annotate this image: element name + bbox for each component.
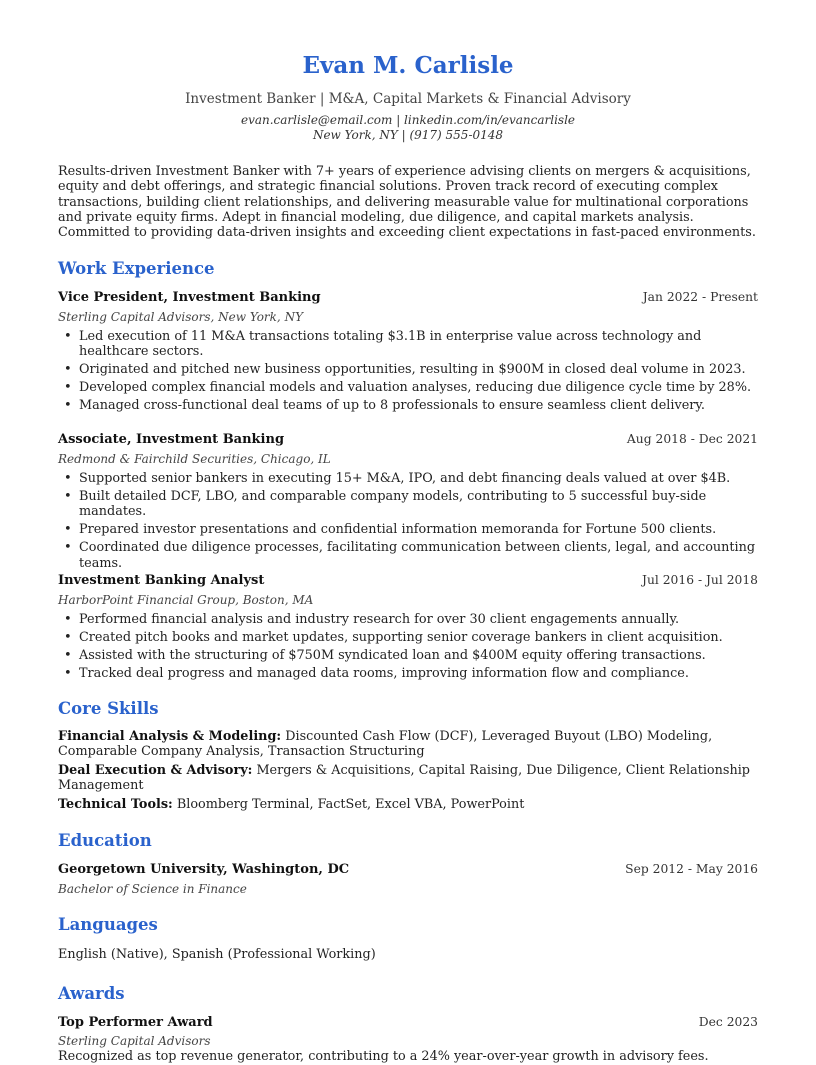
list-item: • Coordinated due diligence processes, facilitating communication between clients, legal, and accounting teams. — [58, 540, 762, 571]
skill-group — [58, 729, 762, 760]
job-title: Associate, Investment Banking — [58, 432, 285, 447]
contact-location-phone: New York, NY | (917) 555-0148 — [312, 128, 504, 142]
skill-group-label: Financial Analysis & Modeling: — [58, 729, 282, 744]
section-title-awards: Awards — [58, 984, 125, 1003]
headline: Investment Banker | M&A, Capital Markets & Financial Advisory — [185, 91, 631, 107]
section-title-skills: Core Skills — [58, 699, 159, 718]
job-company: HarborPoint Financial Group, Boston, MA — [58, 593, 314, 607]
job-company: Redmond & Fairchild Securities, Chicago, IL — [58, 452, 331, 466]
section-title-work: Work Experience — [58, 259, 215, 278]
skills-list — [58, 729, 762, 816]
job-dates: Jul 2016 - Jul 2018 — [642, 573, 758, 587]
list-item: • Built detailed DCF, LBO, and comparable company models, contributing to 5 successful buy-side mandates. — [58, 489, 762, 520]
list-item: • Assisted with the structuring of $750M syndicated loan and $400M equity offering transactions. — [58, 648, 762, 663]
list-item: • Originated and pitched new business opportunities, resulting in $900M in closed deal volume in 2023. — [58, 362, 762, 377]
job-header — [58, 290, 758, 308]
education-header — [58, 862, 758, 880]
award-date: Dec 2023 — [698, 1015, 758, 1029]
school-name: Georgetown University, Washington, DC — [58, 862, 350, 877]
list-item: • Prepared investor presentations and confidential information memoranda for Fortune 500 clients. — [58, 522, 762, 537]
list-item: • Developed complex financial models and valuation analyses, reducing due diligence cycle time by 28%. — [58, 380, 762, 395]
candidate-name: Evan M. Carlisle — [302, 52, 514, 79]
job-header — [58, 573, 758, 591]
section-title-education: Education — [58, 831, 152, 850]
summary-paragraph: Results-driven Investment Banker with 7+ years of experience advising clients on mergers & acquisitions, equity and debt offerings, and strategic financial solutions. Proven track record of executing complex transactions, building client relationships, and delivering measurable value for multinational corporations and private equity firms. Adept in financial modeling, due diligence, and capital markets analysis. Committed to providing data-driven insights and exceeding client expectations in fast-paced environments. — [58, 164, 756, 241]
skill-group-text: Bloomberg Terminal, FactSet, Excel VBA, PowerPoint — [176, 797, 525, 813]
degree: Bachelor of Science in Finance — [58, 882, 247, 896]
job-title: Vice President, Investment Banking — [58, 290, 321, 305]
list-item: • Tracked deal progress and managed data rooms, improving information flow and compliance. — [58, 666, 762, 681]
skill-group — [58, 763, 762, 794]
job-header — [58, 432, 758, 450]
skill-group-text: Mergers & Acquisitions, Capital Raising, Due Diligence, Client Relationship Management — [58, 763, 750, 794]
list-item: • Performed financial analysis and industry research for over 30 client engagements annually. — [58, 612, 762, 627]
job-dates: Jan 2022 - Present — [642, 290, 758, 304]
job-bullets — [58, 471, 762, 574]
languages-text: English (Native), Spanish (Professional Working) — [58, 947, 376, 962]
contact-info — [0, 113, 816, 143]
job-dates: Aug 2018 - Dec 2021 — [626, 432, 758, 446]
education-dates: Sep 2012 - May 2016 — [625, 862, 758, 876]
award-title: Top Performer Award — [58, 1015, 213, 1030]
skill-group-label: Technical Tools: — [58, 797, 173, 813]
award-header — [58, 1015, 758, 1033]
skill-group-label: Deal Execution & Advisory: — [58, 763, 253, 779]
section-title-languages: Languages — [58, 915, 158, 934]
list-item: • Managed cross-functional deal teams of up to 8 professionals to ensure seamless client delivery. — [58, 398, 762, 413]
contact-email-linkedin: evan.carlisle@email.com | linkedin.com/in/evancarlisle — [240, 113, 576, 127]
list-item: • Led execution of 11 M&A transactions totaling $3.1B in enterprise value across technology and healthcare sectors. — [58, 329, 762, 360]
job-bullets — [58, 329, 762, 416]
list-item: • Supported senior bankers in executing 15+ M&A, IPO, and debt financing deals valued at over $4B. — [58, 471, 762, 486]
job-bullets — [58, 612, 762, 684]
list-item: • Created pitch books and market updates, supporting senior coverage bankers in client acquisition. — [58, 630, 762, 645]
job-company: Sterling Capital Advisors, New York, NY — [58, 310, 303, 324]
job-title: Investment Banking Analyst — [58, 573, 265, 588]
skill-group — [58, 797, 762, 812]
award-description: Recognized as top revenue generator, contributing to a 24% year-over-year growth in advisory fees. — [58, 1049, 709, 1064]
award-organization: Sterling Capital Advisors — [58, 1034, 211, 1048]
skill-group-text: Discounted Cash Flow (DCF), Leveraged Buyout (LBO) Modeling, Comparable Company Analysis, Transaction Structuring — [58, 729, 713, 760]
